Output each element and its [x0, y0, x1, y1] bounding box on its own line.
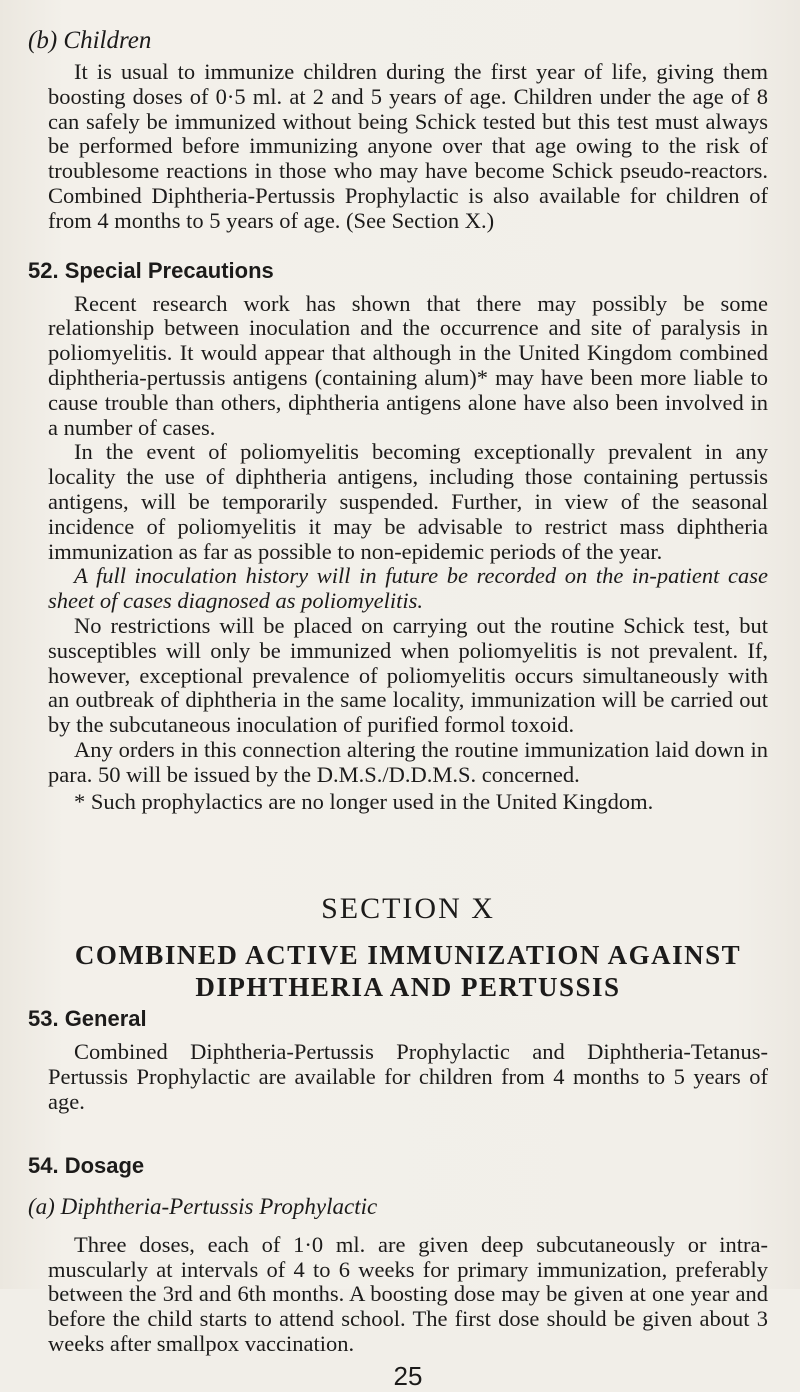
footnote: * Such prophylactics are no longer used in the United Kingdom. — [74, 788, 654, 814]
children-paragraph: It is usual to immunize children during the first year of life, giving them boosting doses of 0·5 ml. at 2 and 5 years of age. Children under the age of 8 can safely be immunized without being Schick tested but this test must always be performed before immunizing anyone over that age owing to the risk of troublesome reactions in those who may have become Schick pseudo-reactors. Combined Diphtheria-Pertussis Prophylactic is also available for children of from 4 months to 5 years of age. (See Section X.) — [48, 59, 768, 233]
dosage-subheading: (a) Diphtheria-Pertussis Prophylactic — [28, 1193, 378, 1219]
general-heading: 53. General — [28, 1006, 147, 1032]
section-subtitle-line-2: DIPHTHERIA AND PERTUSSIS — [195, 972, 621, 1003]
page-number: 25 — [393, 1360, 423, 1391]
section-title: SECTION X — [321, 892, 495, 926]
dosage-heading: 54. Dosage — [28, 1152, 145, 1178]
precautions-paragraph-4: No restrictions will be placed on carrying out the routine Schick test, but susceptibles will only be immunized when poliomyelitis is not prevalent. If, however, exceptional prevalence of poliomyelitis occurs simultaneously with an outbreak of diphtheria in the same locality, immunization will be carried out by the subcutaneous inoculation of purified formol toxoid. — [48, 612, 768, 738]
section-subtitle-line-1: COMBINED ACTIVE IMMUNIZATION AGAINST — [74, 940, 742, 971]
children-heading: (b) Children — [28, 27, 152, 54]
precautions-paragraph-3: A full inoculation history will in future be recorded on the in-patient case sheet of cases diagnosed as poliomyelitis. — [48, 563, 768, 614]
general-paragraph: Combined Diphtheria-Pertussis Prophylactic and Diphtheria-Tetanus-Pertussis Prophylactic are available for children from 4 months to 5 years of age. — [48, 1039, 768, 1114]
dosage-paragraph: Three doses, each of 1·0 ml. are given deep subcutaneously or intra-muscularly at intervals of 4 to 6 weeks for primary immunization, preferably between the 3rd and 6th months. A boosting dose may be given at one year and before the child starts to attend school. The first dose should be given about 3 weeks after smallpox vaccination. — [48, 1231, 768, 1356]
precautions-paragraph-2: In the event of poliomyelitis becoming exceptionally prevalent in any locality the use of diphtheria antigens, including those containing pertussis antigens, will be temporarily suspended. Further, in view of the seasonal incidence of poliomyelitis it may be advisable to restrict mass diphtheria immunization as far as possible to non-epidemic periods of the year. — [48, 439, 768, 564]
precautions-paragraph-1: Recent research work has shown that there may possibly be some relationship between inoculation and the occurrence and site of paralysis in poliomyelitis. It would appear that although in the United Kingdom combined diphtheria-pertussis antigens (containing alum)* may have been more liable to cause trouble than others, diphtheria antigens alone have also been involved in a number of cases. — [48, 290, 768, 440]
special-precautions-heading: 52. Special Precautions — [28, 257, 274, 283]
precautions-paragraph-5: Any orders in this connection altering the routine immunization laid down in para. 50 will be issued by the D.M.S./D.D.M.S. concerned. — [48, 736, 768, 787]
